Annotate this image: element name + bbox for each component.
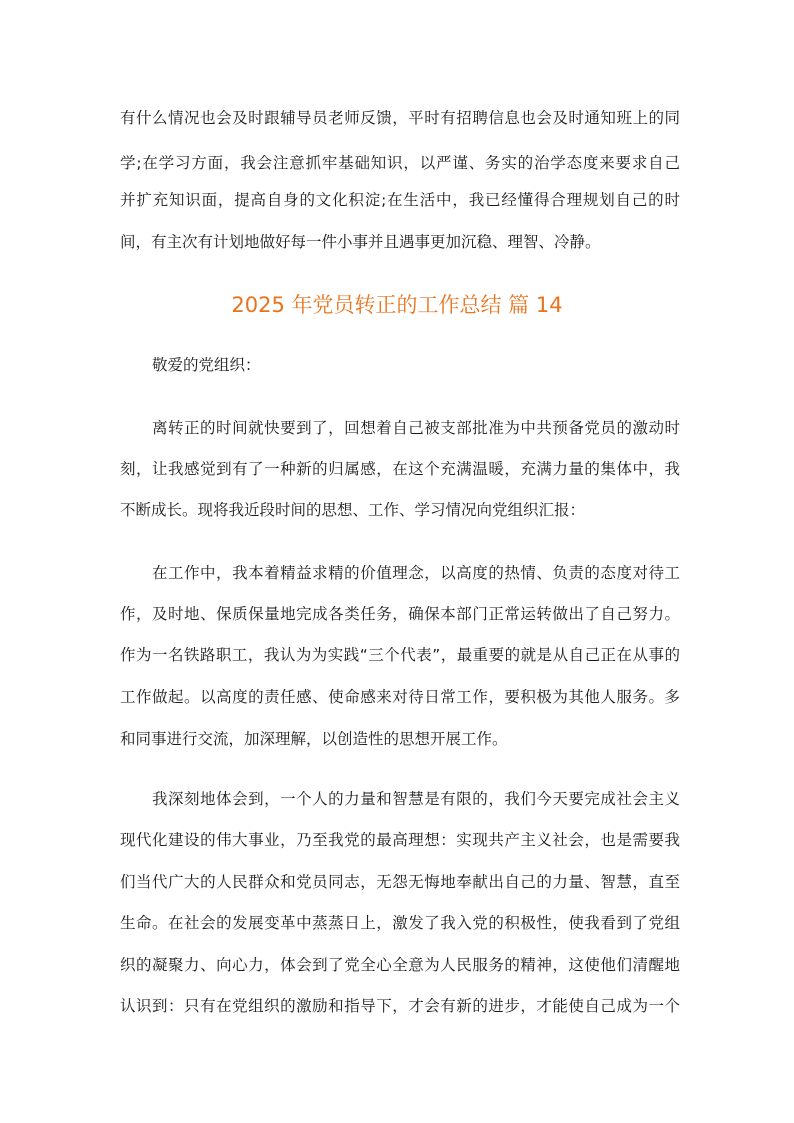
text-line: 工作做起。以高度的责任感、使命感来对待日常工作，要积极为其他人服务。多 — [120, 688, 680, 706]
text-line: 不断成长。现将我近段时间的思想、工作、学习情况向党组织汇报： — [120, 501, 586, 519]
section-heading: 2025 年党员转正的工作总结 篇 14 — [231, 293, 563, 317]
text-line: 现代化建设的伟大事业，乃至我党的最高理想：实现共产主义社会，也是需要我 — [120, 831, 680, 849]
text-line: 作，及时地、保质保量地完成各类任务，确保本部门正常运转做出了自己努力。 — [120, 605, 680, 623]
text-line: 生命。在社会的发展变革中蒸蒸日上，激发了我入党的积极性，使我看到了党组 — [120, 914, 680, 932]
text-line: 在工作中，我本着精益求精的价值理念，以高度的热情、负责的态度对待工 — [152, 564, 680, 582]
text-line: 们当代广大的人民群众和党员同志，无怨无悔地奉献出自己的力量、智慧，直至 — [120, 873, 680, 891]
salutation: 敬爱的党组织： — [152, 356, 261, 374]
text-line: 我深刻地体会到，一个人的力量和智慧是有限的，我们今天要完成社会主义 — [152, 790, 680, 808]
text-line: 作为一名铁路职工，我认为为实践“三个代表”，最重要的就是从自己正在从事的 — [120, 646, 680, 664]
text-line: 并扩充知识面，提高自身的文化积淀;在生活中，我已经懂得合理规划自己的时 — [120, 191, 680, 209]
text-line: 织的凝聚力、向心力，体会到了党全心全意为人民服务的精神，这使他们清醒地 — [120, 956, 680, 974]
text-line: 认识到：只有在党组织的激励和指导下，才会有新的进步，才能使自己成为一个 — [120, 997, 680, 1015]
text-line: 刻，让我感觉到有了一种新的归属感，在这个充满温暖，充满力量的集体中，我 — [120, 460, 680, 478]
text-line: 有什么情况也会及时跟辅导员老师反馈，平时有招聘信息也会及时通知班上的同 — [120, 109, 680, 127]
text-line: 离转正的时间就快要到了，回想着自己被支部批准为中共预备党员的激动时 — [152, 419, 680, 437]
text-line: 学;在学习方面，我会注意抓牢基础知识，以严谨、务实的治学态度来要求自己 — [120, 154, 680, 172]
text-line: 间，有主次有计划地做好每一件小事并且遇事更加沉稳、理智、冷静。 — [120, 233, 601, 251]
text-line: 和同事进行交流，加深理解，以创造性的思想开展工作。 — [120, 730, 508, 748]
